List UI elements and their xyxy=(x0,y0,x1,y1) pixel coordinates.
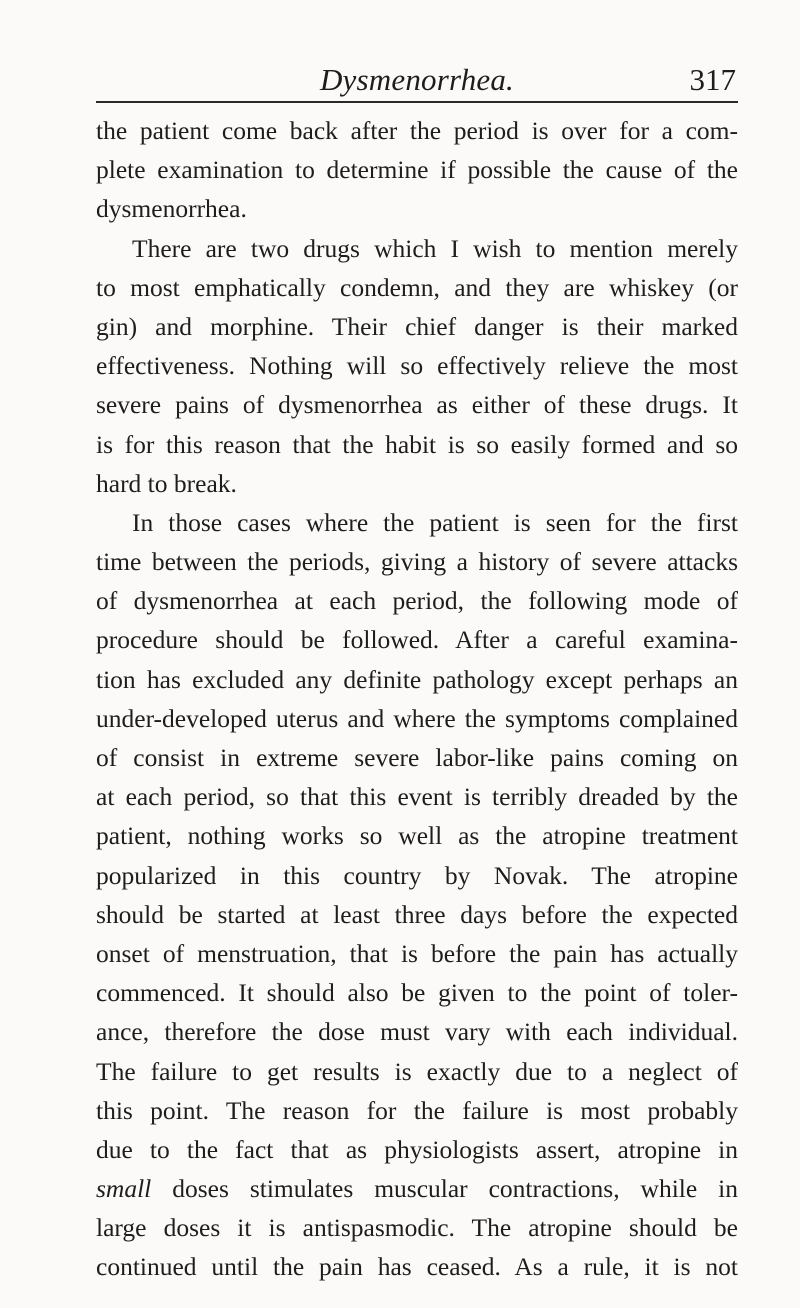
page-number: 317 xyxy=(689,62,736,97)
text-line: ance, therefore the dose must vary with each individual. xyxy=(96,1017,738,1047)
text-segment: doses stimulates muscular contractions, while in xyxy=(151,1174,738,1204)
body-text xyxy=(96,111,738,1287)
text-line: under-developed uterus and where the symptoms complained xyxy=(96,703,738,733)
text-line: time between the periods, giving a history of severe attacks xyxy=(96,547,738,577)
text-line: onset of menstruation, that is before the pain has actually xyxy=(96,938,738,968)
text-line: hard to break. xyxy=(96,468,237,498)
text-line: effectiveness. Nothing will so effectively relieve the most xyxy=(96,351,738,381)
text-line: There are two drugs which I wish to mention merely xyxy=(132,233,738,263)
text-line: is for this reason that the habit is so easily formed and so xyxy=(96,429,738,459)
running-head xyxy=(96,62,738,102)
text-line: procedure should be followed. After a careful examina- xyxy=(96,625,738,655)
text-line: of dysmenorrhea at each period, the following mode of xyxy=(96,586,738,616)
italic-word: small xyxy=(96,1174,152,1204)
text-line: patient, nothing works so well as the atropine treatment xyxy=(96,821,738,851)
text-line: In those cases where the patient is seen for the first xyxy=(132,507,738,537)
text-line: tion has excluded any definite pathology except perhaps an xyxy=(96,664,738,694)
text-line xyxy=(96,1169,738,1208)
text-line: to most emphatically condemn, and they are whiskey (or xyxy=(96,272,738,302)
text-line: due to the fact that as physiologists assert, atropine in xyxy=(96,1134,738,1164)
text-line: plete examination to determine if possible the cause of the xyxy=(96,155,738,185)
text-line: continued until the pain has ceased. As a rule, it is not xyxy=(96,1252,738,1282)
text-line: The failure to get results is exactly due to a neglect of xyxy=(96,1056,738,1086)
text-line: of consist in extreme severe labor-like pains coming on xyxy=(96,743,738,772)
text-line: gin) and morphine. Their chief danger is their marked xyxy=(96,311,738,341)
text-line: large doses it is antispasmodic. The atropine should be xyxy=(96,1213,738,1243)
text-line: should be started at least three days before the expected xyxy=(96,899,738,929)
text-line: at each period, so that this event is terribly dreaded by the xyxy=(96,782,738,812)
text-line: commenced. It should also be given to the point of toler- xyxy=(96,978,738,1008)
text-line: this point. The reason for the failure is most probably xyxy=(96,1095,738,1125)
text-line: popularized in this country by Novak. The atropine xyxy=(96,860,738,890)
running-title: Dysmenorrhea. xyxy=(319,62,515,97)
text-line: dysmenorrhea. xyxy=(96,194,247,224)
header-rule xyxy=(96,101,738,103)
text-line: severe pains of dysmenorrhea as either of these drugs. It xyxy=(96,390,738,420)
text-line: the patient come back after the period is over for a com- xyxy=(96,116,738,145)
